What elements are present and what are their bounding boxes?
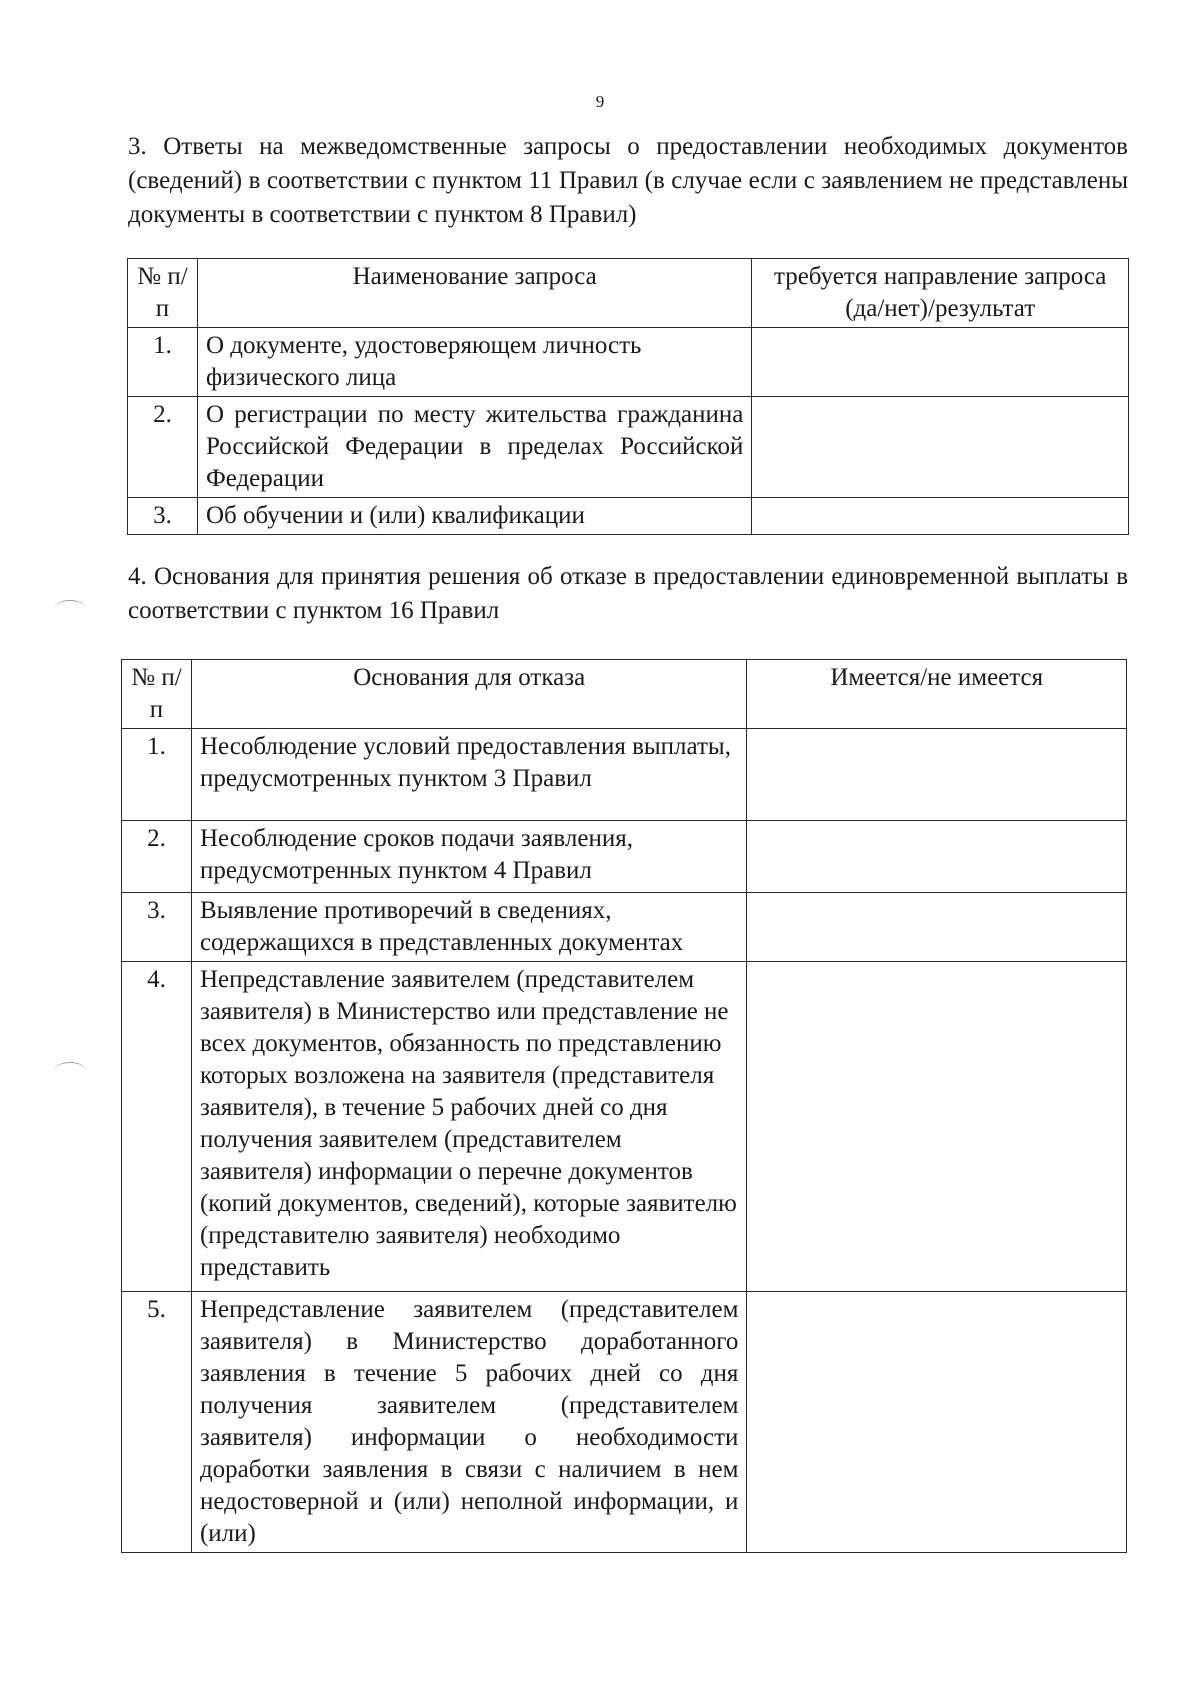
section-4-heading: 4. Основания для принятия решения об отказе в предоставлении единовременной выплаты в соответствии с пунктом 16 Правил [128, 563, 1128, 624]
request-name: Об обучении и (или) квалификации [197, 498, 751, 535]
refusal-ground-text: Выявление противоречий в сведениях, содержащихся в представленных документах [191, 893, 746, 962]
status-cell [747, 729, 1127, 821]
table-header-row [128, 259, 1129, 328]
row-number: 1. [128, 328, 198, 397]
result-cell [752, 498, 1129, 535]
table-row [128, 498, 1129, 535]
request-name: О документе, удостоверяющем личность физического лица [197, 328, 751, 397]
refusal-grounds-table [121, 659, 1127, 1553]
table-row [128, 397, 1129, 498]
table-row [122, 729, 1127, 821]
table-row [122, 821, 1127, 893]
refusal-ground-text: Непредставление заявителем (представителем заявителя) в Министерство или представление не всех документов, обязанность по представлению которых возложена на заявителя (представителя заявителя), в течение 5 рабочих дней со дня получения заявителем (представителем заявителя) информации о перечне документов (копий документов, сведений), которые заявителю (представителю заявителя) необходимо представить [191, 962, 746, 1292]
result-cell [752, 328, 1129, 397]
interagency-requests-table [127, 258, 1129, 535]
result-cell [752, 397, 1129, 498]
status-cell [747, 962, 1127, 1292]
row-number: 1. [122, 729, 192, 821]
request-name: О регистрации по месту жительства гражданина Российской Федерации в пределах Российской Федерации [197, 397, 751, 498]
column-header-number: № п/п [128, 259, 198, 328]
row-number: 2. [122, 821, 192, 893]
refusal-ground-text: Несоблюдение условий предоставления выплаты, предусмотренных пунктом 3 Правил [191, 729, 746, 821]
row-number: 2. [128, 397, 198, 498]
column-header-status: Имеется/не имеется [747, 660, 1127, 729]
column-header-result: требуется направление запроса (да/нет)/результат [752, 259, 1129, 328]
row-number: 4. [122, 962, 192, 1292]
page-number: 9 [595, 92, 605, 111]
column-header-number: № п/п [122, 660, 192, 729]
table-header-row [122, 660, 1127, 729]
row-number: 3. [122, 893, 192, 962]
section-3-heading: 3. Ответы на межведомственные запросы о предоставлении необходимых документов (сведений) в соответствии с пунктом 11 Правил (в случае если с заявлением не представлены документы в соответствии с пунктом 8 Правил) [128, 133, 1128, 228]
column-header-request-name: Наименование запроса [197, 259, 751, 328]
refusal-ground-text: Несоблюдение сроков подачи заявления, предусмотренных пунктом 4 Правил [191, 821, 746, 893]
scan-margin-mark [55, 1062, 85, 1077]
refusal-ground-text: Непредставление заявителем (представителем заявителя) в Министерство доработанного заявления в течение 5 рабочих дней со дня получения заявителем (представителем заявителя) информации о необходимости доработки заявления в связи с наличием в нем недостоверной и (или) неполной информации, и (или) [191, 1292, 746, 1553]
row-number: 3. [128, 498, 198, 535]
status-cell [747, 893, 1127, 962]
scan-margin-mark [55, 600, 85, 615]
table-row [122, 962, 1127, 1292]
table-row [122, 893, 1127, 962]
row-number: 5. [122, 1292, 192, 1553]
table-row [128, 328, 1129, 397]
column-header-refusal-grounds: Основания для отказа [191, 660, 746, 729]
status-cell [747, 1292, 1127, 1553]
table-row [122, 1292, 1127, 1553]
status-cell [747, 821, 1127, 893]
